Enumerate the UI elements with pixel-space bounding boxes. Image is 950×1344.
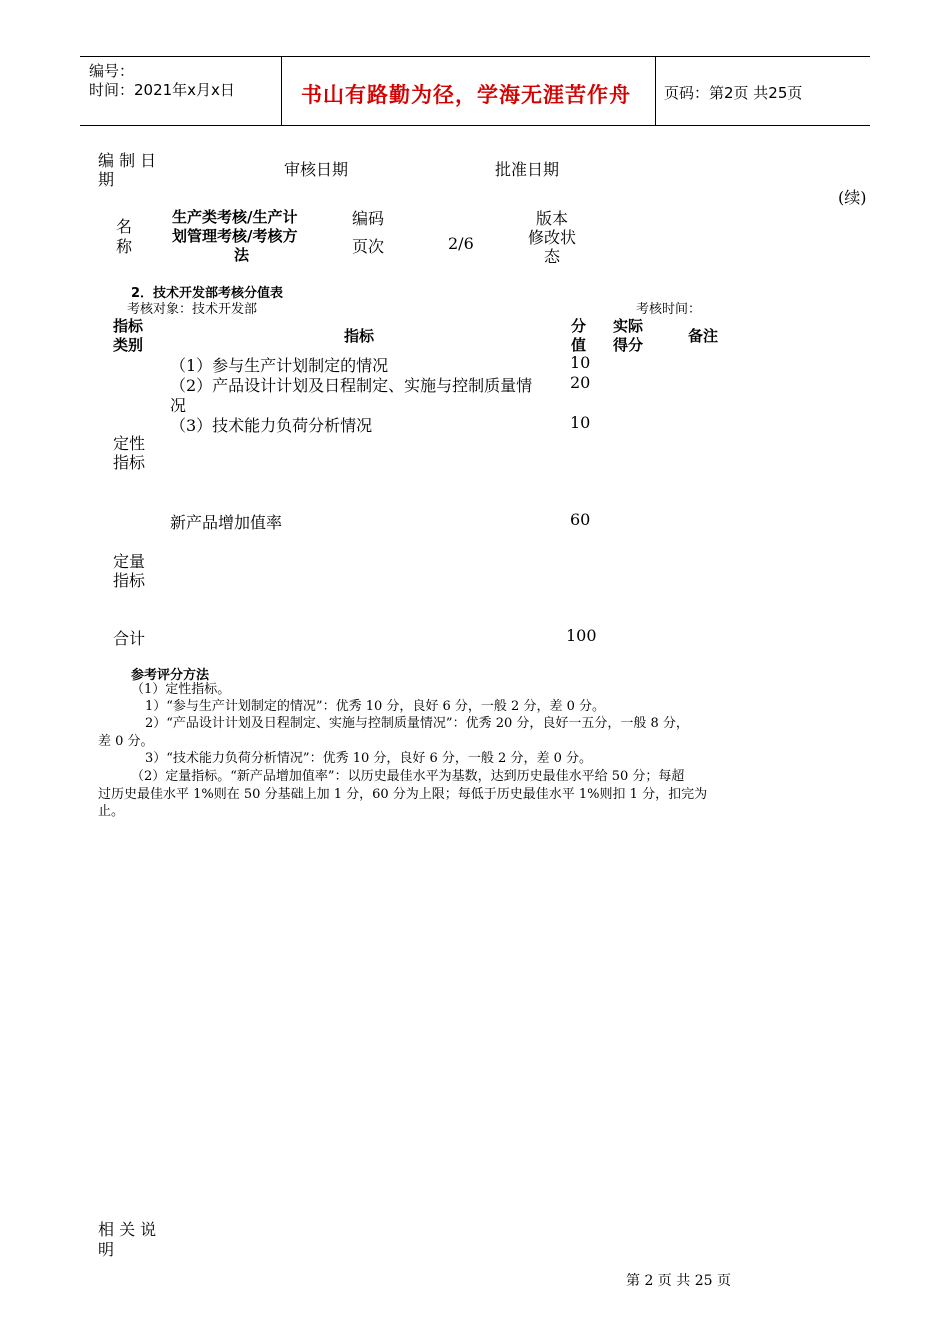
- header-divider: [655, 56, 656, 125]
- score-row-1: 10: [570, 353, 591, 372]
- header-motto: 书山有路勤为径，学海无涯苦作舟: [301, 83, 631, 107]
- version-label-cont2: 态: [544, 247, 561, 266]
- method-paragraph: （2）定量指标。“新产品增加值率”：以历史最佳水平为基数，达到历史最佳水平给 50 分；每超: [131, 769, 685, 784]
- name-label-cont: 称: [116, 237, 133, 256]
- version-label-cont: 修改状: [528, 228, 577, 247]
- category-qualitative-cont: 指标: [113, 453, 146, 472]
- method-paragraph: 2）“产品设计计划及日程制定、实施与控制质量情况”：优秀 20 分，良好一五分，一般 8 分，: [145, 716, 689, 731]
- doc-title-line3: 法: [234, 246, 250, 264]
- header-time-label: 时间：2021年x月x日: [89, 81, 235, 99]
- score-row-3: 10: [570, 413, 591, 432]
- version-label: 版本: [536, 209, 569, 228]
- review-date-label: 审核日期: [284, 160, 349, 179]
- col-header-category: 指标: [113, 317, 144, 335]
- code-label: 编码: [352, 209, 385, 228]
- method-paragraph-cont: 差 0 分。: [98, 734, 154, 749]
- approve-date-label: 批准日期: [495, 160, 560, 179]
- header-page-label: 页码：第2页 共25页: [664, 84, 803, 102]
- page-no-value: 2/6: [448, 234, 474, 253]
- indicator-row-2: （2）产品设计计划及日程制定、实施与控制质量情: [170, 376, 533, 395]
- doc-title-line1: 生产类考核/生产计: [172, 208, 298, 226]
- indicator-row-3: （3）技术能力负荷分析情况: [170, 416, 373, 435]
- name-label: 名: [116, 217, 133, 236]
- col-header-category-cont: 类别: [113, 336, 144, 354]
- score-row-4: 60: [570, 510, 591, 529]
- score-row-2: 20: [570, 373, 591, 392]
- related-notes-label-cont: 明: [98, 1240, 115, 1259]
- method-paragraph-cont: 止。: [98, 804, 125, 819]
- continued-marker: (续): [838, 188, 867, 207]
- method-paragraph-cont: 过历史最佳水平 1%则在 50 分基础上加 1 分，60 分为上限；每低于历史最佳水平 1%则扣 1 分，扣完为: [98, 787, 708, 802]
- assessment-time: 考核时间：: [636, 302, 702, 317]
- total-label: 合计: [113, 629, 146, 648]
- total-score: 100: [566, 626, 597, 645]
- category-qualitative: 定性: [113, 434, 146, 453]
- page-no-label: 页次: [352, 237, 385, 256]
- doc-title-line2: 划管理考核/考核方: [172, 227, 298, 245]
- compile-date-label-cont: 期: [98, 170, 115, 189]
- col-header-score: 分: [571, 317, 587, 335]
- section-heading: 2．技术开发部考核分值表: [131, 286, 284, 301]
- method-paragraph: 3）“技术能力负荷分析情况”：优秀 10 分，良好 6 分，一般 2 分，差 0 分。: [145, 751, 592, 766]
- col-header-indicator: 指标: [344, 327, 375, 345]
- method-heading: 参考评分方法: [131, 668, 210, 683]
- category-quantitative: 定量: [113, 552, 146, 571]
- indicator-row-4: 新产品增加值率: [170, 513, 283, 532]
- assessment-target: 考核对象：技术开发部: [127, 302, 258, 317]
- method-paragraph: （1）定性指标。: [131, 682, 231, 697]
- category-quantitative-cont: 指标: [113, 571, 146, 590]
- col-header-score-cont: 值: [571, 336, 587, 354]
- related-notes-label: 相 关 说: [98, 1220, 157, 1239]
- header-divider: [281, 56, 282, 125]
- indicator-row-1: （1）参与生产计划制定的情况: [170, 356, 389, 375]
- col-header-remark: 备注: [688, 327, 719, 345]
- header-number-label: 编号：: [89, 62, 135, 80]
- indicator-row-2-cont: 况: [170, 396, 187, 415]
- footer-page-number: 第 2 页 共 25 页: [626, 1273, 731, 1289]
- col-header-actual-cont: 得分: [613, 336, 644, 354]
- col-header-actual: 实际: [613, 317, 644, 335]
- method-paragraph: 1）“参与生产计划制定的情况”：优秀 10 分，良好 6 分，一般 2 分，差 0 分。: [145, 699, 605, 714]
- compile-date-label: 编 制 日: [98, 151, 157, 170]
